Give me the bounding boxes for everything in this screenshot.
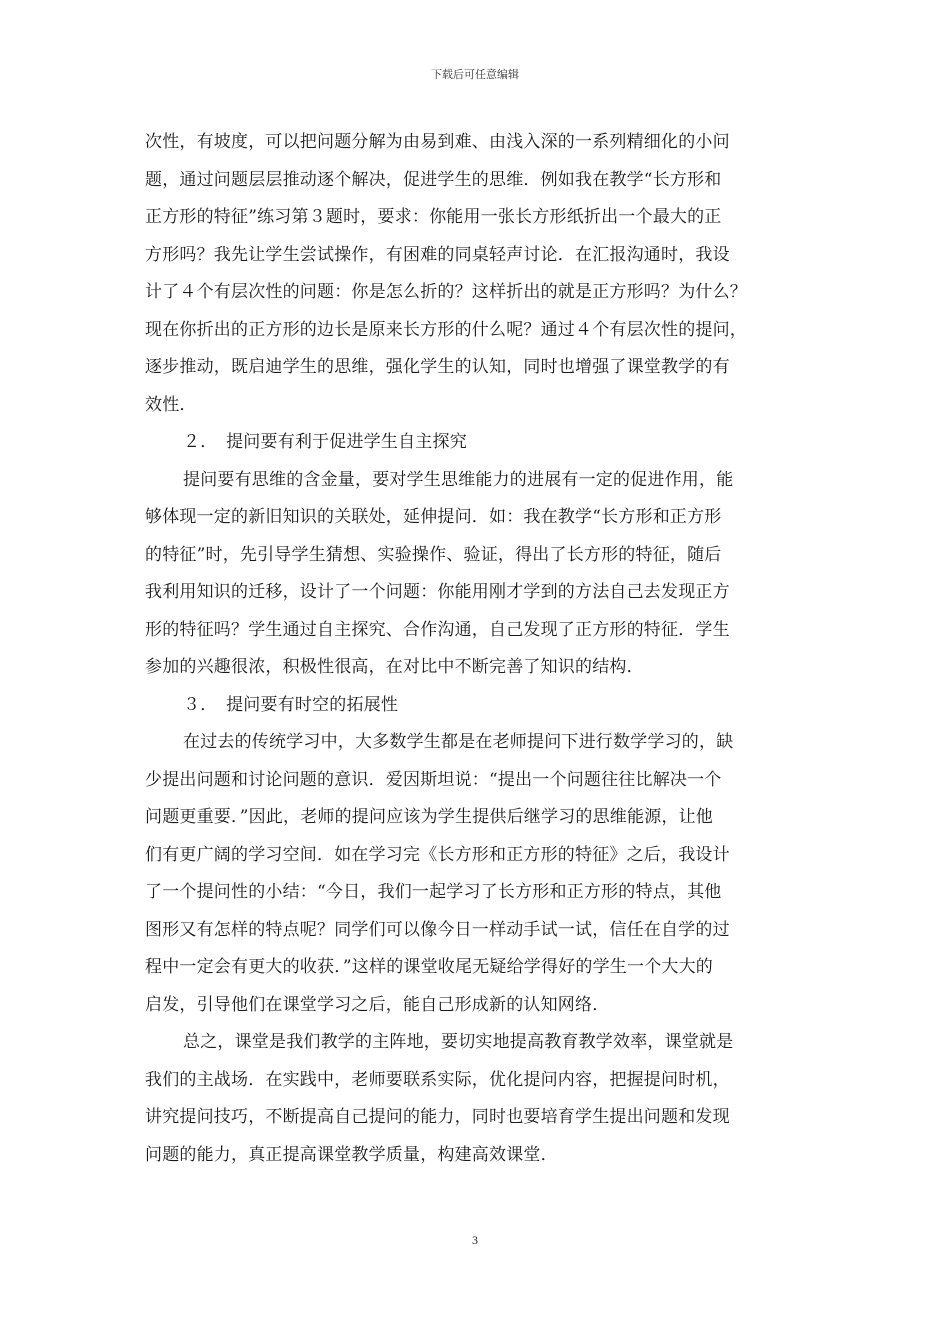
text-line: 次性，有坡度，可以把问题分解为由易到难、由浅入深的一系列精细化的小问 bbox=[145, 132, 730, 152]
text-line: 够体现一定的新旧知识的关联处，延伸提问．如：我在教学“长方形和正方形 bbox=[145, 507, 722, 527]
text-line: 启发，引导他们在课堂学习之后，能自己形成新的认知网络． bbox=[145, 994, 610, 1015]
text-line: 少提出问题和讨论问题的意识．爱因斯坦说：“提出一个问题往往比解决一个 bbox=[145, 769, 722, 790]
text-line: 我们的主战场．在实践中，老师要联系实际，优化提问内容，把握提问时机， bbox=[145, 1069, 730, 1090]
text-line: 形的特征吗？学生通过自主探究、合作沟通，自己发现了正方形的特征．学生 bbox=[145, 619, 730, 640]
section-heading-3: ３． 提问要有时空的拓展性 bbox=[183, 694, 399, 715]
text-line: 逐步推动，既启迪学生的思维，强化学生的认知，同时也增强了课堂教学的有 bbox=[145, 357, 730, 377]
text-line: 问题更重要．”因此，老师的提问应该为学生提供后继学习的思维能源，让他 bbox=[145, 807, 713, 827]
text-line: 我利用知识的迁移，设计了一个问题：你能用刚才学到的方法自己去发现正方 bbox=[145, 582, 730, 602]
text-line: 计了４个有层次性的问题：你是怎么折的？这样折出的就是正方形吗？为什么？ bbox=[145, 282, 747, 302]
text-line: 题，通过问题层层推动逐个解决，促进学生的思维．例如我在教学“长方形和 bbox=[145, 169, 722, 190]
text-line: 效性． bbox=[145, 394, 197, 415]
text-line: 在过去的传统学习中，大多数学生都是在老师提问下进行数学学习的，缺 bbox=[183, 732, 734, 752]
text-line: 现在你折出的正方形的边长是原来长方形的什么呢？通过４个有层次性的提问， bbox=[145, 319, 747, 340]
page-header: 下载后可任意编辑 bbox=[431, 68, 519, 81]
text-line: 图形又有怎样的特点呢？同学们可以像今日一样动手试一试，信任在自学的过 bbox=[145, 919, 730, 940]
text-line: 提问要有思维的含金量，要对学生思维能力的进展有一定的促进作用，能 bbox=[183, 469, 734, 490]
text-line: 参加的兴趣很浓，积极性很高，在对比中不断完善了知识的结构． bbox=[145, 657, 644, 677]
text-line: 们有更广阔的学习空间．如在学习完《长方形和正方形的特征》之后，我设计 bbox=[145, 844, 730, 865]
text-line: 了一个提问性的小结：“今日，我们一起学习了长方形和正方形的特点，其他 bbox=[145, 882, 722, 902]
text-line: 方形吗？我先让学生尝试操作，有困难的同桌轻声讨论．在汇报沟通时，我设 bbox=[145, 244, 730, 265]
text-line: 程中一定会有更大的收获．”这样的课堂收尾无疑给学得好的学生一个大大的 bbox=[145, 957, 713, 977]
text-line: 的特征”时，先引导学生猜想、实验操作、验证，得出了长方形的特征，随后 bbox=[145, 544, 722, 565]
page-number: 3 bbox=[472, 1233, 478, 1247]
text-line: 正方形的特征”练习第３题时，要求：你能用一张长方形纸折出一个最大的正 bbox=[145, 207, 722, 227]
text-line: 讲究提问技巧，不断提高自己提问的能力，同时也要培育学生提出问题和发现 bbox=[145, 1107, 730, 1127]
text-line: 总之，课堂是我们教学的主阵地，要切实地提高教育教学效率，课堂就是 bbox=[183, 1032, 734, 1052]
text-line: 问题的能力，真正提高课堂教学质量，构建高效课堂． bbox=[145, 1144, 558, 1165]
document-body bbox=[145, 124, 813, 1174]
section-heading-2: ２． 提问要有利于促进学生自主探究 bbox=[183, 432, 467, 452]
